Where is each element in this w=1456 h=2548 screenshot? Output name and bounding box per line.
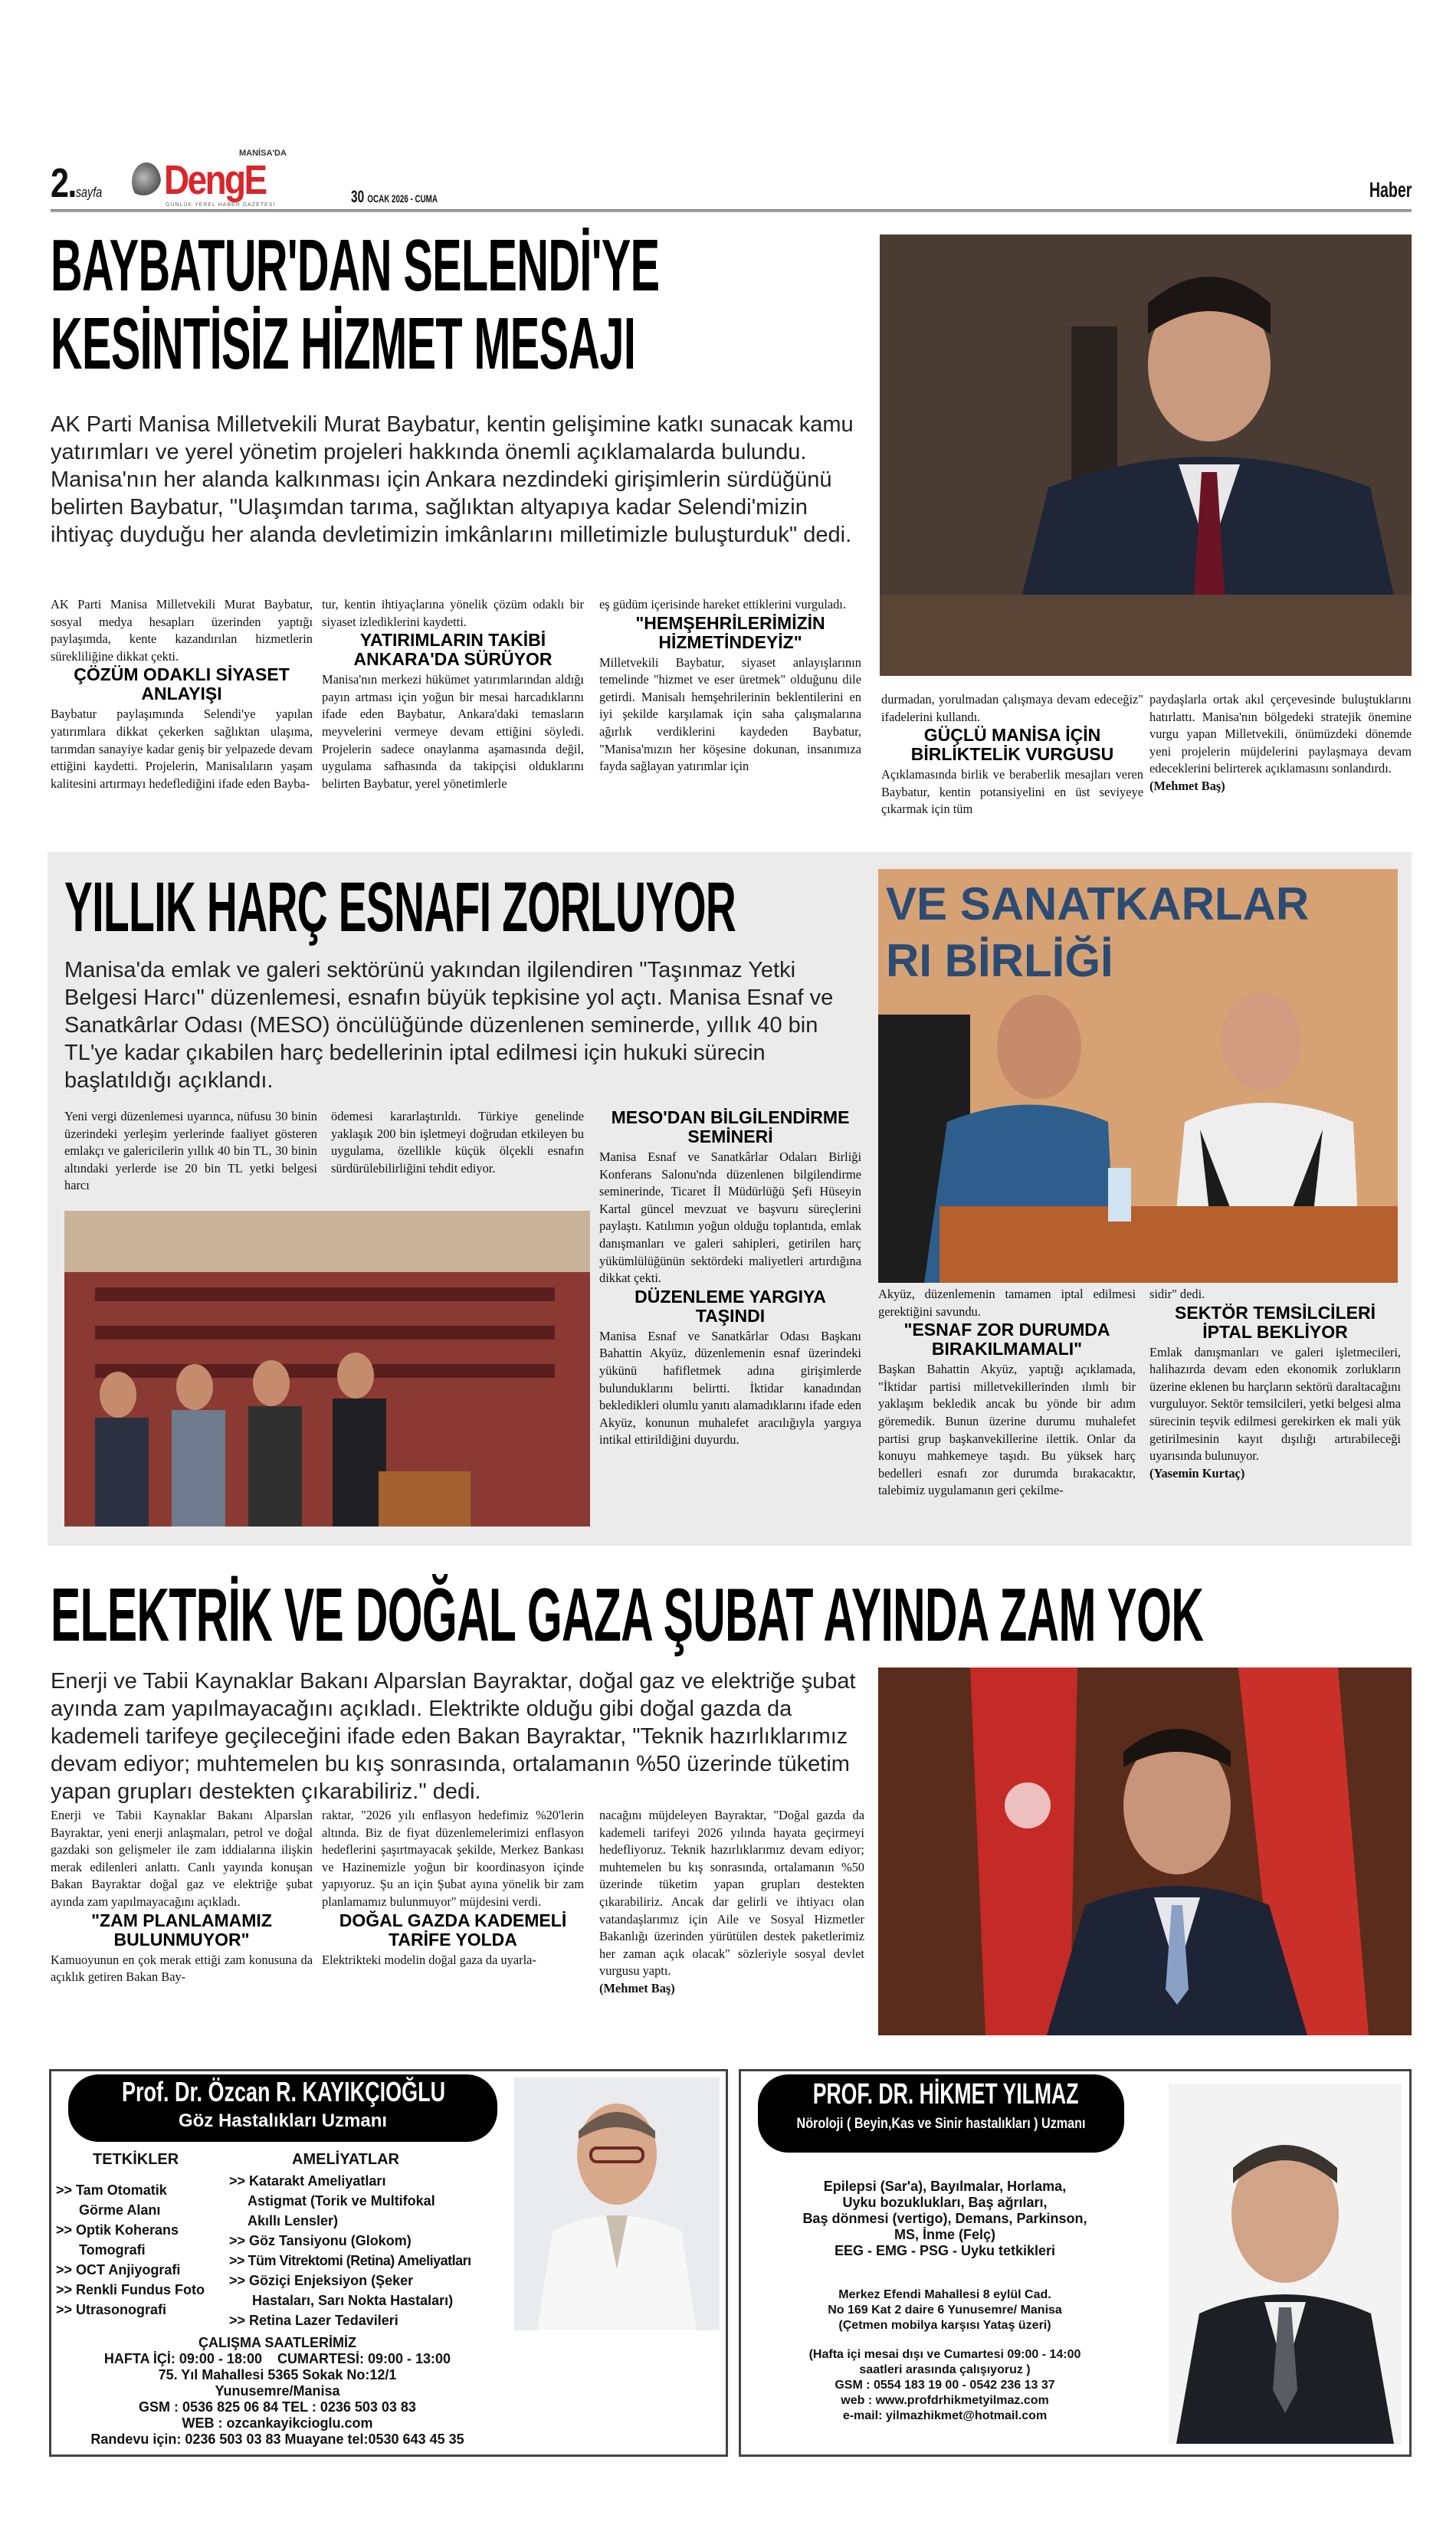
ad2-services: Epilepsi (Sar'a), Bayılmalar, Horlama, Uyku bozuklukları, Baş ağrıları, Baş dönmesi (vertigo), Demans, Parkinson, MS, İnme (Felç) EEG - EMG - PSG - Uyku tetkikleri [802, 2179, 1087, 2258]
article2-column-4: Akyüz, düzenlemenin tamamen iptal edilmesi gerektiğini savundu. "ESNAF ZOR DURUMDA BIRAKILMAMALI" Başkan Bahattin Akyüz, yaptığı açıklamada, "İktidar partisi milletvekillerinden ılımlı bir yaklaşım bekledik ancak bu yönde bir adım göremedik. Bunun üzerine durumu muhalefet partisi grup başkanvekillerine ilettik. Onlar da konuyu mahkemeye taşıdı. Bu yüksek harç bedelleri esnafı zor durumda bırakacaktır, talebimiz uygulamanın geri çekilme- [878, 1287, 1136, 1498]
article3-photo [878, 1668, 1412, 2035]
subheading: "HEMŞEHRİLERİMİZİN HİZMETİNDEYİZ" [635, 612, 825, 652]
ad2-phones: GSM : 0554 183 19 00 - 0542 236 13 37 [835, 2379, 1055, 2392]
article1-headline: BAYBATUR'DAN SELENDİ'YE KESİNTİSİZ HİZMET MESAJI [51, 225, 660, 385]
ad2-website-link[interactable]: web : www.profdrhikmetyilmaz.com [841, 2394, 1049, 2407]
ad1-specialty: Göz Hastalıkları Uzmanı [178, 2110, 388, 2131]
ad1-doctor-photo [514, 2077, 720, 2330]
subheading: ÇÖZÜM ODAKLI SİYASET ANLAYIŞI [74, 664, 290, 704]
ad1-name-banner [68, 2074, 497, 2142]
article2-photo-audience [64, 1211, 590, 1527]
article3-column-1: Enerji ve Tabii Kaynaklar Bakanı Alparslan Bayraktar, yeni enerji anlaşmaları, petrol ve doğal gazdaki son gelişmeler ile zam iddialarına ilişkin merak edilenleri anlattı. Canlı yayında konuşan Bakan Bayraktar doğal gaz ve elektriğe şubat ayında zam yapılmayacağını açıkladı. "ZAM PLANLAMAMIZ BULUNMUYOR" Kamuoyunun en çok merak ettiği zam konusuna da açıklık getiren Bakan Bay- [51, 1808, 313, 1985]
masthead-rule [51, 209, 1412, 212]
ad1-surgeries-list: >> Katarakt Ameliyatları Astigmat (Torik ve Multifokal Akıllı Lensler) >> Göz Tansiyonu (Glokom) >> Tüm Vitrektomi (Retina) Ameliyatları >> Göziçi Enjeksiyon (Şeker Hastaları, Sarı Nokta Hastaları) >> Retina Lazer Tedavileri [229, 2173, 471, 2328]
article3-column-3: nacağını müjdeleyen Bayraktar, "Doğal gazda da kademeli tarifeyi 2026 yılında hayata geçirmeyi hedefliyoruz. Teknik hazırlıklarımız devam ediyor; muhtemelen bu kış sonrasında, ortalamanın %50 üzerinde tüketim yapan grupları destekten çıkarabiliriz. Ancak dar gelirli ve ihtiyacı olan vatandaşlarımız için Aile ve Sosyal Hizmetler Bakanlığı üzerinden yürütülen destek paketlerimiz her zaman açık olacak" sözleriyle sosyal devlet vurgusu yaptı. (Mehmet Baş) [599, 1807, 864, 1998]
article1-lead: AK Parti Manisa Milletvekili Murat Baybatur, kentin gelişimine katkı sunacak kamu yatırımları ve yerel yönetim projeleri hakkında önemli açıklamalarda bulundu. Manisa'nın her alanda kalkınması için Ankara nezdindeki girişimlerin sürdüğünü belirten Baybatur, "Ulaşımdan tarıma, sağlıktan altyapıya kadar Selendi'mizin ihtiyaç duyduğu her alanda devletimizin imkânlarını milletimizle buluşturduk" dedi. [51, 412, 854, 547]
article3-headline: ELEKTRİK VE DOĞAL GAZA ŞUBAT AYINDA ZAM YOK [51, 1572, 1204, 1657]
article2-lead: Manisa'da emlak ve galeri sektörünü yakından ilgilendiren "Taşınmaz Yetki Belgesi Harcı" düzenlemesi, esnafın büyük tepkisine yol açtı. Manisa Esnaf ve Sanatkârlar Odası (MESO) öncülüğünde düzenlenen seminerde, yıllık 40 bin TL'ye kadar çıkabilen harç bedellerinin iptal edilmesi için hukuki sürecin başlatıldığı açıklandı. [64, 958, 834, 1093]
ad1-website-link[interactable]: WEB : ozcankayikcioglu.com [182, 2415, 373, 2431]
article3-lead: Enerji ve Tabii Kaynaklar Bakanı Alparslan Bayraktar, doğal gaz ve elektriğe şubat ayında zam yapılmayacağını açıkladı. Elektrikte olduğu gibi doğal gazda da kademeli tarifeye geçileceğini ifade eden Bakan Bayraktar, "Teknik hazırlıklarımız devam ediyor; muhtemelen bu kış sonrasında, ortalamanın %50 üzerinde tüketim yapan grupları destekten çıkarabiliriz." dedi. [51, 1669, 856, 1804]
logo-emblem-icon [132, 162, 161, 201]
newspaper-logo: MANİSA'DA DengE GÜNLÜK YEREL HABER GAZETESİ [132, 158, 300, 208]
byline: (Mehmet Baş) [599, 1980, 675, 1995]
article2-column-2: ödemesi kararlaştırıldı. Türkiye genelinde yaklaşık 200 bin işletmeyi doğrudan etkileyen bu uygulama, özellikle küçük ölçekli esnafın sürdürülebilirliğini tehdit ediyor. [331, 1109, 584, 1176]
article1-column-2: tur, kentin ihtiyaçlarına yönelik çözüm odaklı bir siyaset izlediklerini kaydetti. YATIRIMLARIN TAKİBİ ANKARA'DA SÜRÜYOR Manisa'nın merkezi hükümet yatırımlarından aldığı payın artması için yoğun bir mesai harcadıklarını ifade eden Baybatur, Ankara'daki temasların meyvelerini vermeye devam ettiğini söyledi. Projelerin sadece onaylanma aşamasında değil, uygulama safhasında da takipçisi olduklarını belirten Baybatur, yerel yönetimlerle [322, 597, 584, 791]
ad-neurologist [739, 2069, 1412, 2457]
page-label: sayfa [75, 185, 103, 200]
article1-column-5: paydaşlarla ortak akıl çerçevesinde buluştuklarını hatırlattı. Manisa'nın bölgedeki stratejik önemine vurgu yapan Milletvekili, önümüzdeki dönemde yeni projelerin müjdelerini paylaşmaya devam edeceklerini belirterek açıklamasını sonlandırdı. (Mehmet Baş) [1149, 691, 1412, 795]
ad1-tests-header: TETKİKLER [93, 2151, 179, 2168]
ad1-tests-list: >> Tam Otomatik Görme Alanı >> Optik Koherans Tomografi >> OCT Anjiyografi >> Renkli Fundus Foto >> Utrasonografi [56, 2182, 205, 2317]
ad2-doctor-name: PROF. DR. HİKMET YILMAZ [812, 2078, 1079, 2110]
article2-photo-speakers [878, 869, 1398, 1283]
section-label: Haber [1369, 178, 1412, 202]
byline: (Mehmet Baş) [1149, 778, 1225, 793]
ad2-email-link[interactable]: e-mail: yilmazhikmet@hotmail.com [842, 2409, 1048, 2422]
ad2-doctor-photo [1169, 2084, 1402, 2444]
article2-column-1: Yeni vergi düzenlemesi uyarınca, nüfusu 30 binin üzerindeki yerleşim yerlerinde faaliyet gösteren emlakçı ve galericilerin yıllık 40 bin TL, 30 binin altındaki yerlerde ise 20 bin TL yetki belgesi harcı [64, 1109, 317, 1193]
subheading: SEKTÖR TEMSİLCİLERİ İPTAL BEKLİYOR [1175, 1302, 1376, 1342]
ad1-phones: GSM : 0536 825 06 84 TEL : 0236 503 03 83 [139, 2399, 416, 2415]
ad1-surgeries-header: AMELİYATLAR [292, 2151, 399, 2168]
article1-photo [880, 234, 1412, 676]
ad1-doctor-name: Prof. Dr. Özcan R. KAYIKÇIOĞLU [122, 2076, 446, 2107]
article2-column-5: sidir" dedi. SEKTÖR TEMSİLCİLERİ İPTAL BEKLİYOR Emlak danışmanları ve galeri işletmecileri, halihazırda devam eden ekonomik zorlukların üzerine eklenen bu harçların sektörü daraltacağını vurguluyor. Sektör temsilcileri, yetki belgesi alma sürecinin teşvik edilmesi gerekirken ek mali yük getirilmesinin kayıt dışılığı artırabileceği uyarısında bulunuyor. (Yasemin Kurtaç) [1149, 1286, 1401, 1482]
subheading: GÜÇLÜ MANİSA İÇİN BİRLİKTELİK VURGUSU [910, 725, 1114, 765]
page-number: 2.sayfa [51, 160, 103, 206]
subheading: "ESNAF ZOR DURUMDA BIRAKILMAMALI" [903, 1320, 1110, 1359]
article2-column-3: MESO'DAN BİLGİLENDİRME SEMİNERİ Manisa Esnaf ve Sanatkârlar Odaları Birliği Konferans Salonu'nda düzenlenen bilgilendirme seminerinde, Ticaret İl Müdürlüğü Şefi Hüseyin Kartal güncel mevzuat ve başvuru süreçlerini paylaştı. Katılımın yoğun olduğu toplantıda, emlak danışmanları ve galeri sahipleri, getirilen harç yükümlülüğünün sektördeki maliyetleri artırdığına dikkat çekti. DÜZENLEME YARGIYA TAŞINDI Manisa Esnaf ve Sanatkârlar Odası Başkanı Bahattin Akyüz, düzenlemenin esnaf üzerindeki yükünü hafifletmek adına girişimlerde bulunduklarını belirtti. İktidar kanadından bekledikleri olumlu yanıtı alamadıklarını ifade eden Akyüz, konunun muhalefet aracılığıyla yargıya intikal ettirildiğini duyurdu. [599, 1107, 861, 1448]
article3-column-2: raktar, "2026 yılı enflasyon hedefimiz %20'lerin altında. Biz de fiyat düzenlemelerimizi enflasyon hedeflerini şaşırtmayacak şekilde, Merkez Bankası ve Hazinemizle yoğun bir koordinasyon içinde yapıyoruz. Şu an için Şubat ayına yönelik bir zam planlamamız bulunmuyor" müjdesini verdi. DOĞAL GAZDA KADEMELİ TARİFE YOLDA Elektrikteki modelin doğal gaza da uyarla- [322, 1808, 584, 1967]
subheading: DOĞAL GAZDA KADEMELİ TARİFE YOLDA [339, 1910, 567, 1950]
subheading: YATIRIMLARIN TAKİBİ ANKARA'DA SÜRÜYOR [353, 630, 553, 670]
issue-date: 30 OCAK 2026 - CUMA [351, 187, 438, 206]
subheading: "ZAM PLANLAMAMIZ BULUNMUYOR" [91, 1910, 272, 1950]
ad-eye-doctor [49, 2069, 728, 2457]
ad2-contact: Merkez Efendi Mahallesi 8 eylül Cad. No 169 Kat 2 daire 6 Yunusemre/ Manisa (Çetmen mobilya karşısı Yataş üzeri) (Hafta içi mesai dışı ve Cumartesi 09:00 - 14:00 saatleri arasında çalışıyoruz ) GSM : 0554 183 19 00 - 0542 236 13 37 web : www.profdrhikmetyilmaz.com e-mail: yilmazhikmet@hotmail.com [746, 2287, 1144, 2424]
subheading: DÜZENLEME YARGIYA TAŞINDI [635, 1286, 826, 1326]
article1-column-4: durmadan, yorulmadan çalışmaya devam edeceğiz" ifadelerini kullandı. GÜÇLÜ MANİSA İÇİN BİRLİKTELİK VURGUSU Açıklamasında birlik ve beraberlik mesajları veren Baybatur, kentin potansiyelini en üst seviyeye çıkarmak için tüm [881, 692, 1143, 817]
byline: (Yasemin Kurtaç) [1149, 1465, 1245, 1481]
ad1-contact: ÇALIŞMA SAATLERİMİZ HAFTA İÇİ: 09:00 - 18:00 CUMARTESİ: 09:00 - 13:00 75. Yıl Mahallesi 5365 Sokak No:12/1 Yunusemre/Manisa GSM : 0536 825 06 84 TEL : 0236 503 03 83 WEB : ozcankayikcioglu.com Randevu için: 0236 503 03 83 Muayane tel:0530 643 45 35 [51, 2335, 503, 2448]
banner-text: VE SANATKARLAR [886, 878, 1310, 930]
subheading: MESO'DAN BİLGİLENDİRME SEMİNERİ [611, 1107, 850, 1146]
article1-column-1: AK Parti Manisa Milletvekili Murat Baybatur, sosyal medya hesapları üzerinden yaptığı paylaşımda, kente kazandırılan hizmetlerin sürekliliğine dikkat çekti. ÇÖZÜM ODAKLI SİYASET ANLAYIŞI Baybatur paylaşımında Selendi'ye yapılan yatırımlara dikkat çekerken sağlıktan ulaşıma, tarımdan sanayiye kadar geniş bir yelpazede devam ettiğini kaydetti. Projelerin, Manisalıların yaşam kalitesini artırmayı hedeflediğini ifade eden Bayba- [51, 597, 313, 791]
ad2-name-banner [758, 2074, 1124, 2153]
banner-text: RI BİRLİĞİ [886, 935, 1113, 986]
ad2-specialty: Nöroloji ( Beyin,Kas ve Sinir hastalıkları ) Uzmanı [796, 2116, 1086, 2132]
article1-column-3: eş güdüm içerisinde hareket ettiklerini vurguladı. "HEMŞEHRİLERİMİZİN HİZMETİNDEYİZ" Milletvekili Baybatur, siyaset anlayışlarının temelinde "hizmet ve eser üretmek" olduğunu dile getirdi. Manisalı hemşehrilerinin beklentilerini en iyi şekilde karşılamak için saha çalışmalarına ağırlık verdiklerini kaydeden Baybatur, "Manisa'mızın her köşesine dokunan, insanımıza fayda sağlayan yatırımlar için [599, 597, 861, 774]
article2-headline: YILLIK HARÇ ESNAFI ZORLUYOR [64, 868, 736, 946]
